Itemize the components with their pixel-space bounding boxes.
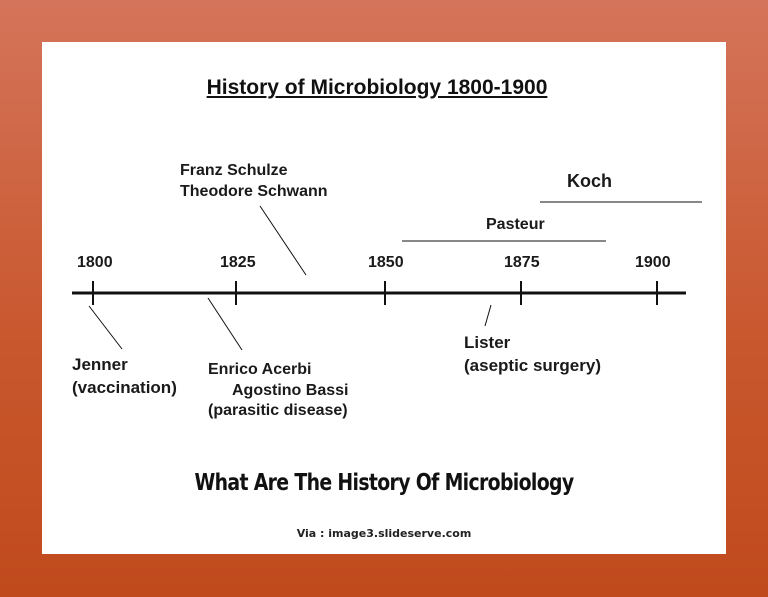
year-label-1900: 1900 [635, 254, 671, 271]
event-bassi: Agostino Bassi [232, 382, 349, 399]
year-label-1825: 1825 [220, 254, 256, 271]
year-label-1850: 1850 [368, 254, 404, 271]
source-credit: Via : image3.slideserve.com [296, 527, 472, 540]
caption: What Are The History Of Microbiology [194, 470, 574, 496]
schulze-schwann-pointer [260, 206, 306, 275]
event-schwann: Theodore Schwann [180, 183, 328, 200]
event-vaccination: (vaccination) [72, 378, 177, 397]
event-parasitic: (parasitic disease) [208, 402, 348, 419]
event-jenner: Jenner [72, 355, 128, 374]
event-pasteur: Pasteur [486, 216, 545, 233]
event-acerbi: Enrico Acerbi [208, 361, 312, 378]
year-label-1800: 1800 [77, 254, 113, 271]
event-schulze: Franz Schulze [180, 162, 288, 179]
diagram-title: History of Microbiology 1800-1900 [206, 76, 548, 99]
event-aseptic: (aseptic surgery) [464, 356, 601, 375]
event-lister: Lister [464, 333, 511, 352]
lister-pointer [485, 305, 491, 326]
event-koch: Koch [567, 171, 612, 191]
diagram-card [42, 42, 726, 554]
acerbi-bassi-pointer [208, 298, 242, 350]
year-label-1875: 1875 [504, 254, 540, 271]
jenner-pointer [89, 306, 122, 349]
